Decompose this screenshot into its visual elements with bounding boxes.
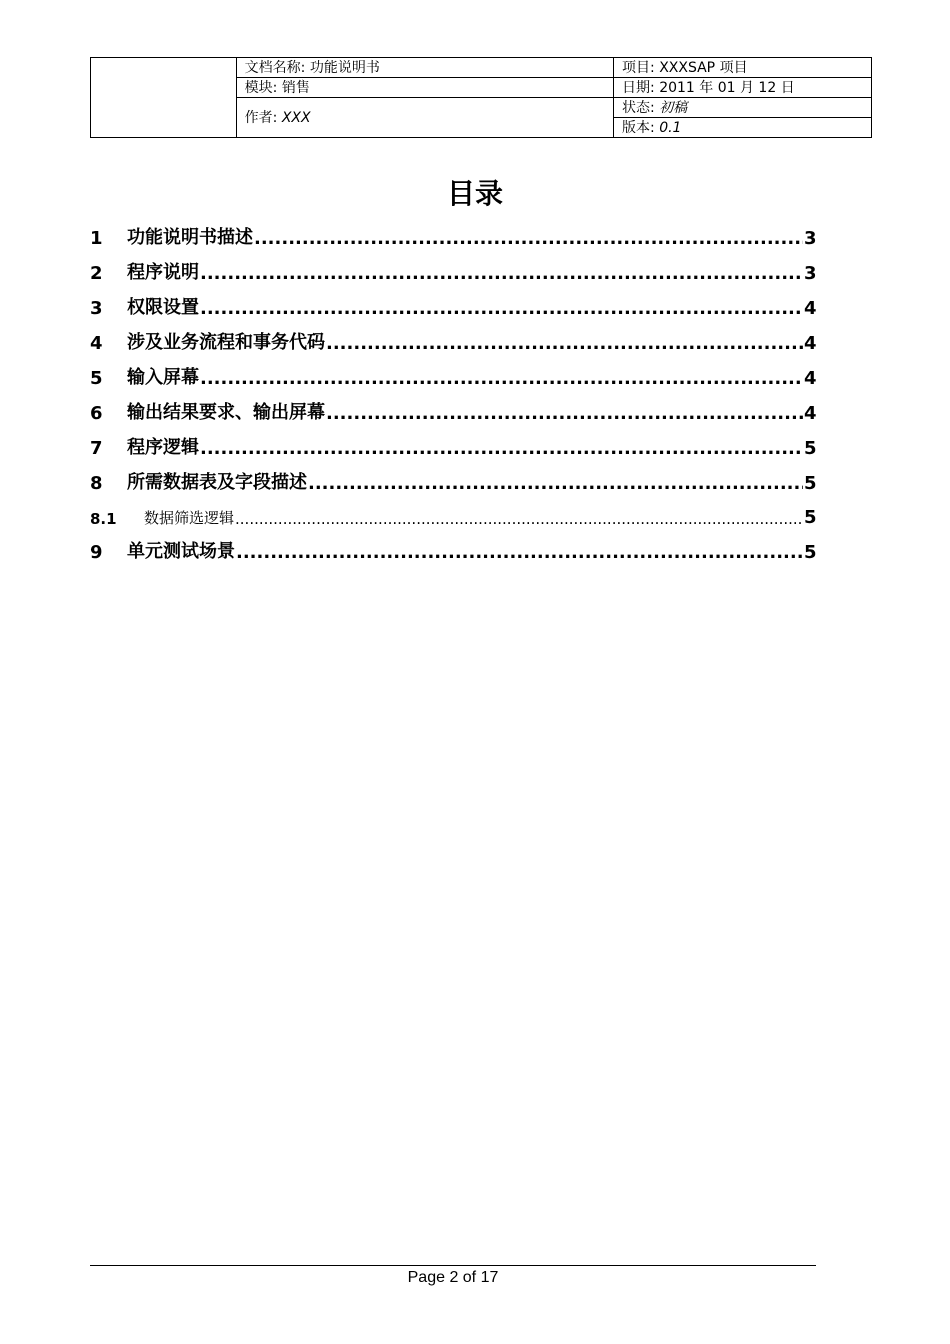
toc-dot-leader (200, 298, 803, 319)
version-cell (614, 118, 872, 138)
author-cell (236, 98, 613, 138)
toc-entry[interactable] (90, 528, 816, 563)
toc-entry-number: 8.1 (90, 510, 117, 528)
toc-entry-number: 1 (90, 228, 103, 249)
toc-entry-page: 5 (804, 438, 817, 459)
project-cell (614, 58, 872, 78)
toc-entry-label: 单元测试场景 (127, 541, 235, 562)
status-value: 初稿 (659, 99, 688, 116)
toc-entry-number: 7 (90, 438, 103, 459)
toc-entry-number: 3 (90, 298, 103, 319)
module-cell (236, 78, 613, 98)
toc-entry[interactable] (90, 319, 816, 354)
project-value: XXXSAP 项目 (659, 59, 748, 76)
page-number: Page 2 of 17 (407, 1269, 499, 1286)
author-value: XXX (281, 109, 311, 126)
toc-dot-leader (200, 263, 803, 284)
document-header-table (90, 57, 872, 138)
toc-entry-page: 4 (804, 403, 817, 424)
toc-entry-page: 4 (804, 368, 817, 389)
toc-entry[interactable] (90, 354, 816, 389)
toc-entry-label: 数据筛选逻辑 (144, 509, 235, 527)
toc-entry-label: 功能说明书描述 (127, 227, 253, 248)
toc-entry-number: 9 (90, 542, 103, 563)
toc-entry-number: 4 (90, 333, 103, 354)
doc-name-label: 文档名称: (244, 59, 306, 76)
date-value: 2011 年 01 月 12 日 (659, 79, 795, 96)
toc-entry-number: 6 (90, 403, 103, 424)
toc-entry[interactable] (90, 459, 816, 494)
toc-entry-number: 8 (90, 473, 103, 494)
version-label: 版本: (622, 119, 655, 136)
table-of-contents (90, 214, 816, 563)
toc-entry-label: 程序说明 (127, 262, 199, 283)
doc-name-value: 功能说明书 (309, 59, 380, 76)
toc-title: 目录 (446, 177, 503, 210)
toc-entry-page: 5 (804, 542, 817, 563)
toc-entry-label: 涉及业务流程和事务代码 (127, 332, 325, 353)
toc-entry-number: 2 (90, 263, 103, 284)
toc-entry-label: 权限设置 (127, 297, 199, 318)
toc-subentry[interactable] (90, 494, 816, 528)
version-value: 0.1 (659, 119, 682, 136)
status-label: 状态: (622, 99, 655, 116)
toc-entry[interactable] (90, 214, 816, 249)
toc-entry[interactable] (90, 284, 816, 319)
toc-entry-page: 3 (804, 263, 817, 284)
toc-entry-label: 所需数据表及字段描述 (127, 472, 307, 493)
toc-entry-label: 程序逻辑 (127, 437, 199, 458)
toc-entry-label: 输出结果要求、输出屏幕 (127, 402, 325, 423)
toc-entry-page: 3 (804, 228, 817, 249)
logo-cell (91, 58, 237, 138)
toc-dot-leader (200, 438, 803, 459)
toc-entry[interactable] (90, 249, 816, 284)
toc-entry-page: 4 (804, 298, 817, 319)
toc-dot-leader (326, 403, 803, 424)
toc-entry[interactable] (90, 389, 816, 424)
toc-dot-leader (308, 473, 803, 494)
toc-dot-leader (254, 228, 803, 249)
toc-entry-page: 5 (804, 473, 817, 494)
doc-name-cell (236, 58, 613, 78)
toc-entry-page: 5 (804, 507, 817, 528)
toc-entry-label: 输入屏幕 (127, 367, 199, 388)
toc-dot-leader (235, 510, 803, 528)
author-label: 作者: (244, 109, 278, 126)
toc-entry-number: 5 (90, 368, 103, 389)
toc-dot-leader (200, 368, 803, 389)
module-label: 模块: (244, 79, 278, 96)
toc-dot-leader (326, 333, 803, 354)
date-label: 日期: (622, 79, 655, 96)
toc-dot-leader (236, 542, 803, 563)
module-value: 销售 (281, 79, 310, 96)
date-cell (614, 78, 872, 98)
toc-entry-page: 4 (804, 333, 817, 354)
toc-entry[interactable] (90, 424, 816, 459)
project-label: 项目: (622, 59, 655, 76)
footer-divider (90, 1265, 816, 1266)
status-cell (614, 98, 872, 118)
